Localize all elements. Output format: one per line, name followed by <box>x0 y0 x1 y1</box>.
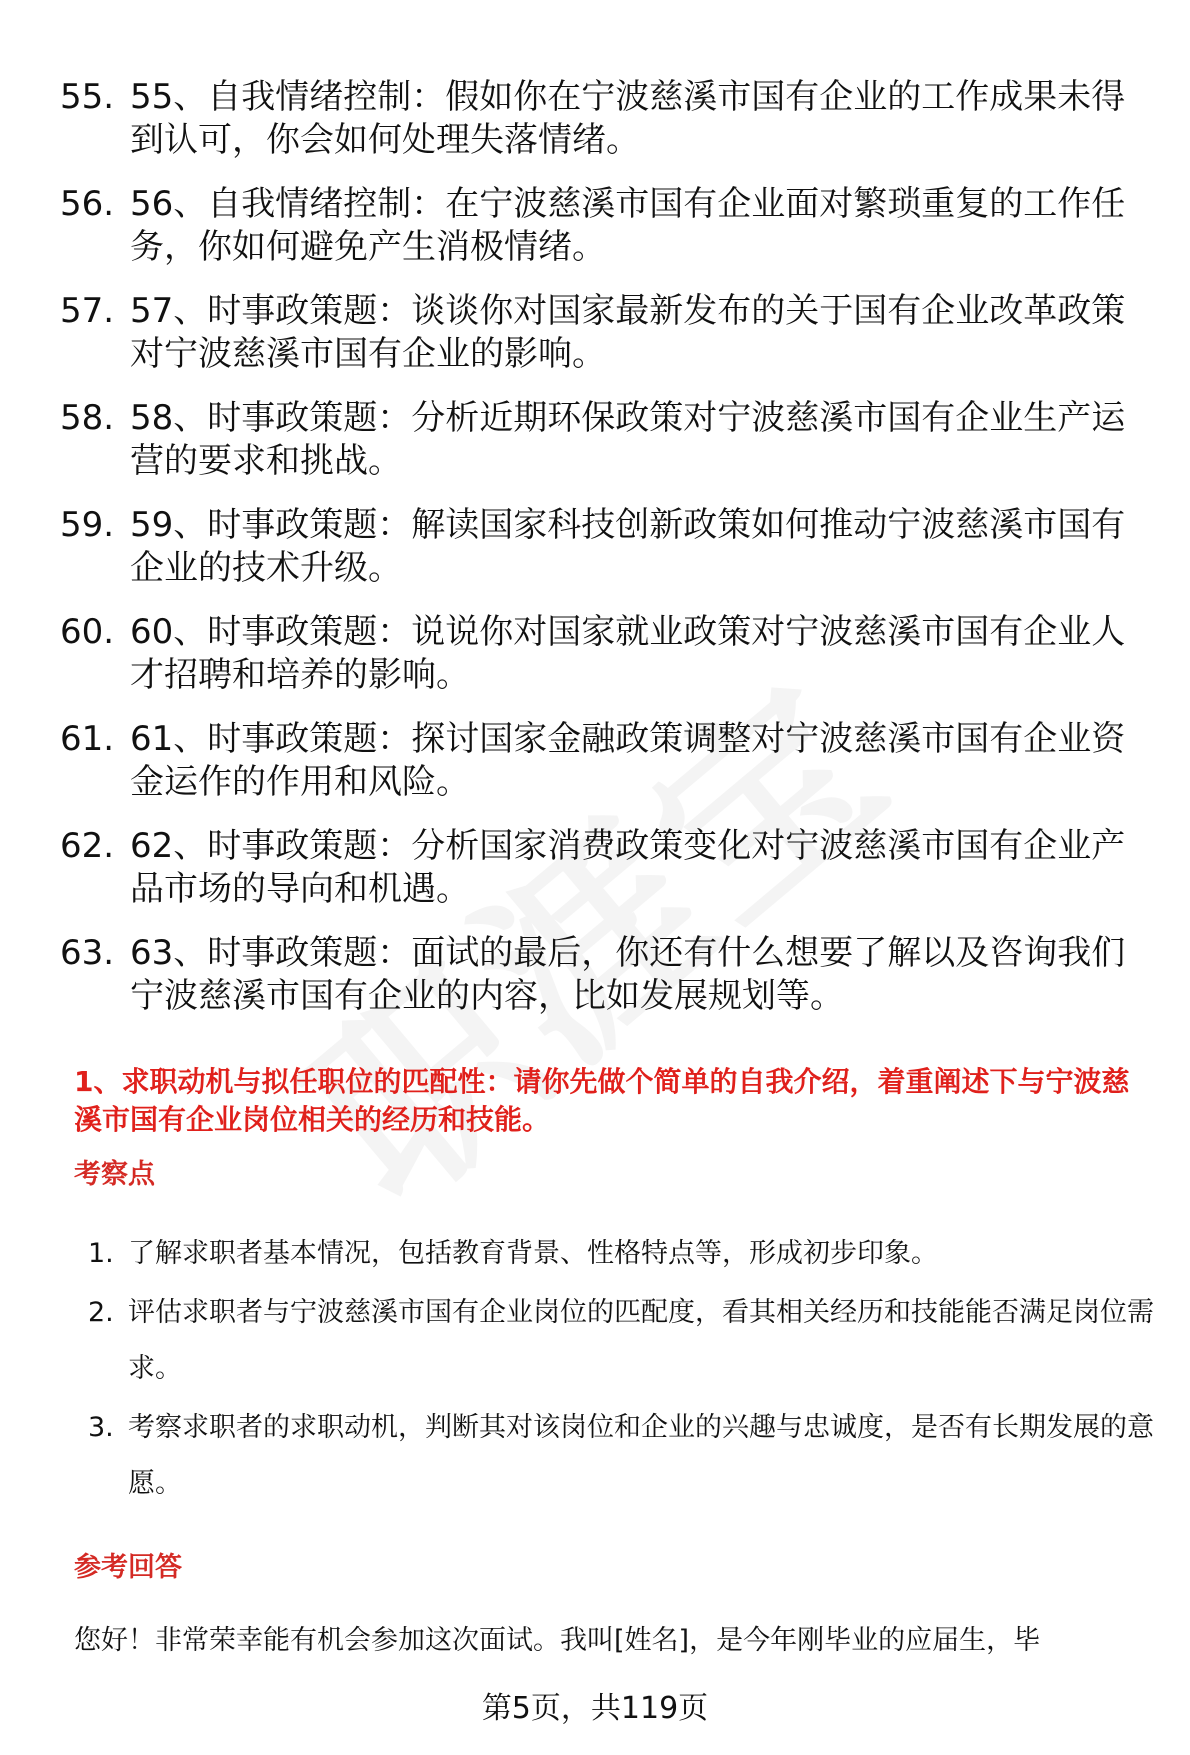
question-number: 59. <box>60 505 115 545</box>
page-footer: 第5页，共119页 <box>481 1691 709 1726</box>
question-text: 57、时事政策题：谈谈你对国家最新发布的关于国有企业改革政策对宁波慈溪市国有企业的影响。 <box>130 291 1126 374</box>
question-text: 62、时事政策题：分析国家消费政策变化对宁波慈溪市国有企业产品市场的导向和机遇。 <box>130 826 1126 909</box>
question-item <box>60 290 1150 376</box>
point-number: 3. <box>88 1412 114 1443</box>
question-number: 61. <box>60 719 115 759</box>
point-number: 2. <box>88 1297 114 1328</box>
question-item <box>60 718 1150 804</box>
question-item <box>60 397 1150 483</box>
point-item <box>88 1285 1154 1397</box>
question-number: 58. <box>60 398 115 438</box>
question-number: 60. <box>60 612 115 652</box>
question-item <box>60 183 1150 269</box>
question-text: 61、时事政策题：探讨国家金融政策调整对宁波慈溪市国有企业资金运作的作用和风险。 <box>130 719 1126 802</box>
answer-heading: 参考回答 <box>74 1552 182 1583</box>
section-title: 1、求职动机与拟任职位的匹配性：请你先做个简单的自我介绍，着重阐述下与宁波慈溪市国有企业岗位相关的经历和技能。 <box>74 1065 1130 1136</box>
question-number: 63. <box>60 933 115 973</box>
point-item <box>88 1226 1154 1282</box>
question-item <box>60 504 1150 590</box>
question-item <box>60 932 1150 1018</box>
question-item <box>60 611 1150 697</box>
question-text: 56、自我情绪控制：在宁波慈溪市国有企业面对繁琐重复的工作任务，你如何避免产生消极情绪。 <box>130 184 1126 267</box>
question-text: 63、时事政策题：面试的最后，你还有什么想要了解以及咨询我们宁波慈溪市国有企业的内容，比如发展规划等。 <box>130 933 1126 1016</box>
point-number: 1. <box>88 1238 114 1269</box>
question-text: 58、时事政策题：分析近期环保政策对宁波慈溪市国有企业生产运营的要求和挑战。 <box>130 398 1126 481</box>
question-number: 57. <box>60 291 115 331</box>
question-text: 60、时事政策题：说说你对国家就业政策对宁波慈溪市国有企业人才招聘和培养的影响。 <box>130 612 1126 695</box>
question-item <box>60 825 1150 911</box>
point-text: 考察求职者的求职动机，判断其对该岗位和企业的兴趣与忠诚度，是否有长期发展的意愿。 <box>128 1412 1154 1499</box>
question-number: 62. <box>60 826 115 866</box>
point-item <box>88 1400 1154 1512</box>
question-number: 56. <box>60 184 115 224</box>
point-text: 评估求职者与宁波慈溪市国有企业岗位的匹配度，看其相关经历和技能能否满足岗位需求。 <box>128 1297 1154 1384</box>
question-text: 59、时事政策题：解读国家科技创新政策如何推动宁波慈溪市国有企业的技术升级。 <box>130 505 1126 588</box>
points-list <box>88 1226 1154 1515</box>
question-text: 55、自我情绪控制：假如你在宁波慈溪市国有企业的工作成果未得到认可，你会如何处理失落情绪。 <box>130 77 1126 160</box>
point-text: 了解求职者基本情况，包括教育背景、性格特点等，形成初步印象。 <box>128 1238 938 1269</box>
answer-text: 您好！非常荣幸能有机会参加这次面试。我叫[姓名]，是今年刚毕业的应届生，毕 <box>74 1625 1041 1656</box>
question-item <box>60 76 1150 162</box>
question-number: 55. <box>60 77 115 117</box>
points-heading: 考察点 <box>74 1159 155 1190</box>
question-list <box>60 76 1150 1039</box>
